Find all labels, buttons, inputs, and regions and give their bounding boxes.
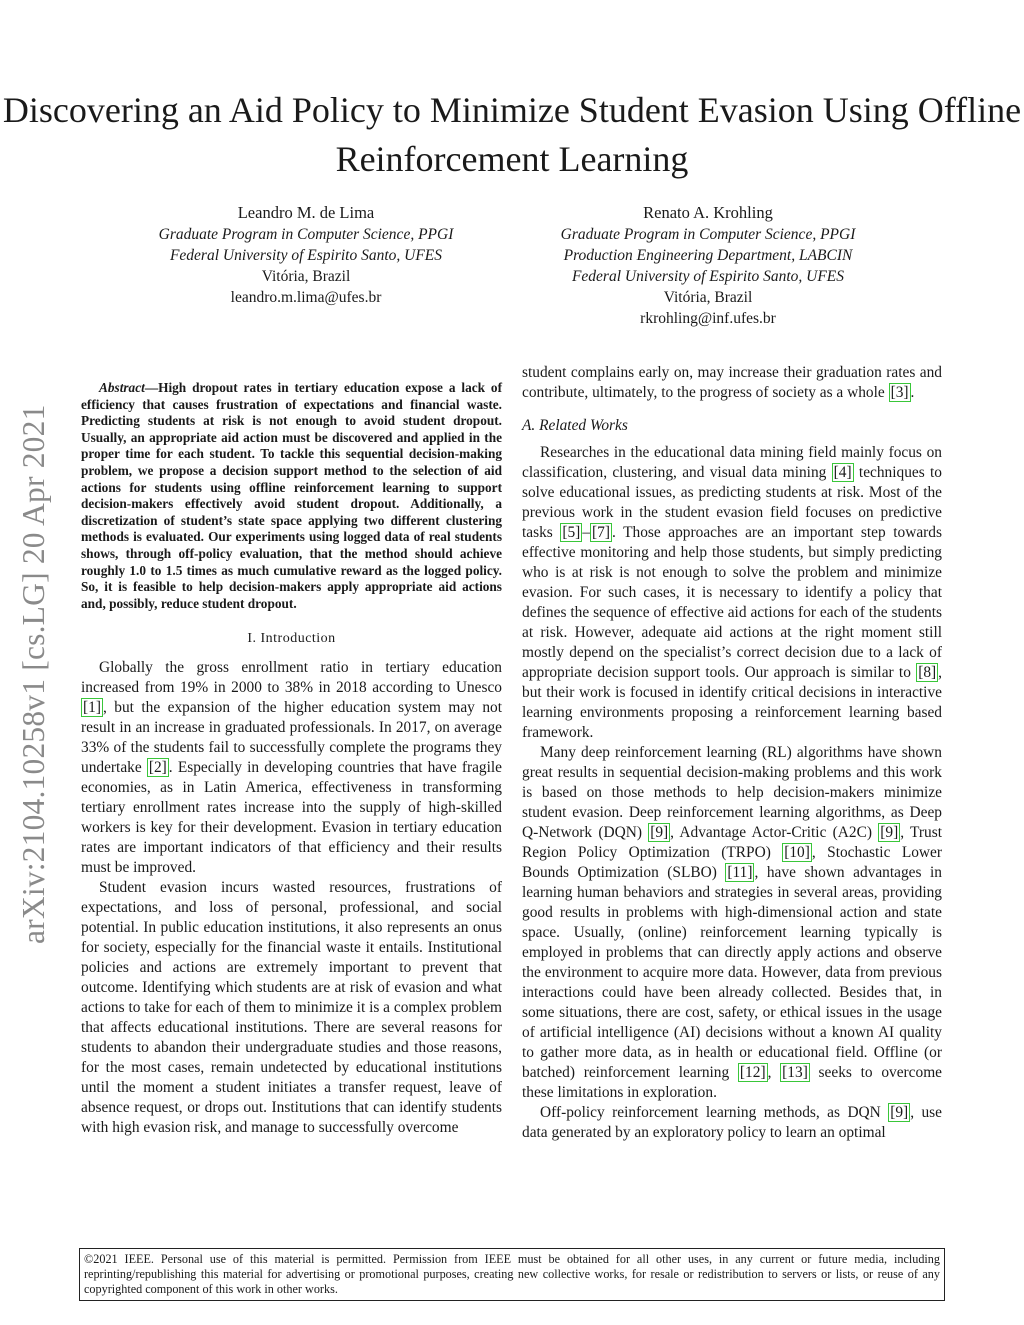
- arxiv-stamp[interactable]: arXiv:2104.10258v1 [cs.LG] 20 Apr 2021: [16, 404, 51, 944]
- citation-link[interactable]: [13]: [782, 1064, 808, 1081]
- text-run: , use data generated by an exploratory policy to learn an optimal: [522, 1104, 942, 1141]
- text-run: , Trust Region Policy Optimization (TRPO): [522, 824, 942, 861]
- citation-link[interactable]: [2]: [148, 759, 167, 777]
- citation-link[interactable]: [12]: [739, 1064, 766, 1081]
- citation-link[interactable]: [8]: [918, 664, 937, 681]
- citation-link[interactable]: [4]: [833, 464, 852, 481]
- text-run: , Advantage Actor-Critic (A2C): [670, 824, 879, 841]
- text-run: , Stochastic Lower Bounds Optimization (SLBO): [522, 844, 942, 881]
- text-run: ,: [767, 1064, 781, 1081]
- citation-link[interactable]: [7]: [592, 524, 610, 541]
- text-run: Globally the gross enrollment ratio in tertiary education increased from 19% in 2000 to 38% in 2018 according to Unesco: [81, 659, 502, 697]
- intro-paragraph-2-continued: [522, 363, 942, 403]
- author-email[interactable]: leandro.m.lima@ufes.br: [230, 289, 382, 306]
- subsection-heading-related-works: A. Related Works: [522, 417, 628, 434]
- text-run: student complains early on, may increase their graduation rates and contribute, ultimately, to the progress of society as a whole: [522, 364, 942, 401]
- author-affiliation: Graduate Program in Computer Science, PPGI: [560, 226, 856, 243]
- abstract-dash: —: [144, 380, 159, 395]
- text-run: seeks to overcome these limitations in exploration.: [522, 1064, 943, 1101]
- author-affiliation: Federal University of Espirito Santo, UFES: [571, 268, 845, 285]
- text-run: .: [910, 384, 915, 401]
- abstract: [81, 380, 502, 612]
- citation-link[interactable]: [3]: [890, 384, 909, 401]
- text-run: , but the expansion of the higher education system may not result in an increase in graduated professionals. In 2017, on average 33% of the students fail to successfully complete the programs they undertake: [81, 699, 502, 777]
- related-paragraph-1: [522, 443, 942, 743]
- left-column: [81, 363, 502, 1138]
- intro-paragraph-2: Student evasion incurs wasted resources, frustrations of expectations, and loss of personal, professional, and social potential. In public education institutions, it also represents an onus for society, especially for the financial waste it entails. Institutional policies and actions are extremely important to prevent that outcome. Identifying which students are at risk of evasion and what actions to take for each of them to minimize it is a complex problem that affects educational institutions. There are several reasons for students to abandon their undergraduate studies and those reasons, for the most cases, remain undetected by educational institutions until the moment a student initiates a transfer request, leave of absence request, or drops out. Institutions that can identify students with high evasion risk, and manage to successfully overcome: [81, 879, 502, 1137]
- text-run: Researches in the educational data mining field mainly focus on classification, clustering, and visual data mining: [522, 444, 942, 481]
- citation-link[interactable]: [9]: [890, 1104, 909, 1121]
- citation-link[interactable]: [11]: [727, 864, 753, 881]
- text-run: , but their work is focused in identify critical decisions in interactive learning environments proposing a reinforcement learning based framework.: [522, 664, 942, 741]
- paper-title: Discovering an Aid Policy to Minimize Student Evasion Using Offline Reinforcement Learning: [2, 90, 1022, 179]
- citation-link[interactable]: [5]: [562, 524, 581, 541]
- author-location: Vitória, Brazil: [663, 289, 753, 306]
- author-name: Renato A. Krohling: [643, 203, 773, 222]
- citation-link[interactable]: [1]: [83, 699, 101, 717]
- right-column: [522, 363, 942, 1143]
- text-run: Many deep reinforcement learning (RL) algorithms have shown great results in sequential decision-making problems and this work is based on those methods to help decision-makers minimize student evasion. Deep reinforcement learning algorithms, as Deep Q-Network (DQN): [522, 744, 942, 841]
- text-run: , have shown advantages in learning human behaviors and strategies in several areas, providing good results in problems with high-dimensional action and state space. Usually, (online) reinforcement learning typically is employed in problems that can directly apply actions and observe the environment to acquire more data. However, data from previous interactions could have been already collected. Besides that, in some situations, there are cost, safety, or ethical issues in the usage of artificial intelligence (AI) decisions without a known AI quality to gather more data, as in health or educational field. Offline (or batched) reinforcement learning: [522, 864, 942, 1081]
- text-run: techniques to solve educational issues, as predicting students at risk. Most of the previous work in the student evasion field focuses on predictive tasks: [522, 464, 943, 541]
- text-run: . Especially in developing countries that have fragile economies, as in Latin America, effectiveness in transforming tertiary enrollment rates increase into the supply of high-skilled workers is key for their development. Evasion in tertiary education rates are important indicators of that efficiency and their results must be improved.: [81, 759, 502, 877]
- author-name: Leandro M. de Lima: [237, 203, 375, 222]
- author-affiliation: Graduate Program in Computer Science, PPGI: [158, 226, 454, 243]
- related-paragraph-3: [522, 1103, 942, 1143]
- author-affiliation: Production Engineering Department, LABCIN: [563, 247, 853, 264]
- author-email[interactable]: rkrohling@inf.ufes.br: [640, 310, 776, 327]
- author-location: Vitória, Brazil: [261, 268, 351, 285]
- author-block-1: [80, 202, 532, 308]
- intro-paragraph-1: [81, 658, 502, 878]
- author-affiliation: Federal University of Espirito Santo, UFES: [169, 247, 443, 264]
- citation-link[interactable]: [9]: [650, 824, 669, 841]
- citation-link[interactable]: [9]: [880, 824, 899, 841]
- text-run: –: [582, 524, 591, 541]
- text-run: . Those approaches are an important step towards effective monitoring and help those students, but simply predicting who is at risk is not enough to solve the problem and minimize evasion. For such cases, it is necessary to identify a policy that defines the sequence of effective aid actions for each of the students at risk. However, adequate aid actions at the right moment still mostly depend on the specialist’s correct decision due to a lack of appropriate decision support tools. Our approach is similar to: [522, 524, 942, 681]
- citation-link[interactable]: [10]: [784, 844, 810, 861]
- copyright-notice: ©2021 IEEE. Personal use of this material is permitted. Permission from IEEE must be obtained for all other uses, in any current or future media, including reprinting/republishing this material for advertising or promotional purposes, creating new collective works, for resale or redistribution to servers or lists, or reuse of any copyrighted component of this work in other works.: [79, 1248, 945, 1301]
- related-paragraph-2: [522, 743, 942, 1103]
- text-run: Off-policy reinforcement learning methods, as DQN: [540, 1104, 889, 1121]
- author-block-2: [482, 202, 934, 329]
- abstract-text: High dropout rates in tertiary education expose a lack of efficiency that causes frustration of expectations and financial waste. Predicting students at risk is not enough to avoid student dropout. Usually, an appropriate aid action must be discovered and applied in the proper time for each student. To tackle this sequential decision-making problem, we propose a decision support method to the selection of aid actions for students using offline reinforcement learning to support decision-makers effectively avoid student dropout. Additionally, a discretization of student’s state space applying two different clustering methods is evaluated. Our experiments using logged data of real students shows, through off-policy evaluation, that the method should achieve roughly 1.0 to 1.5 times as much cumulative reward as the logged policy. So, it is feasible to help decision-makers apply appropriate aid actions and, possibly, reduce student dropout.: [81, 380, 502, 611]
- section-heading-introduction: I. Introduction: [247, 631, 336, 647]
- abstract-label: Abstract: [99, 380, 145, 395]
